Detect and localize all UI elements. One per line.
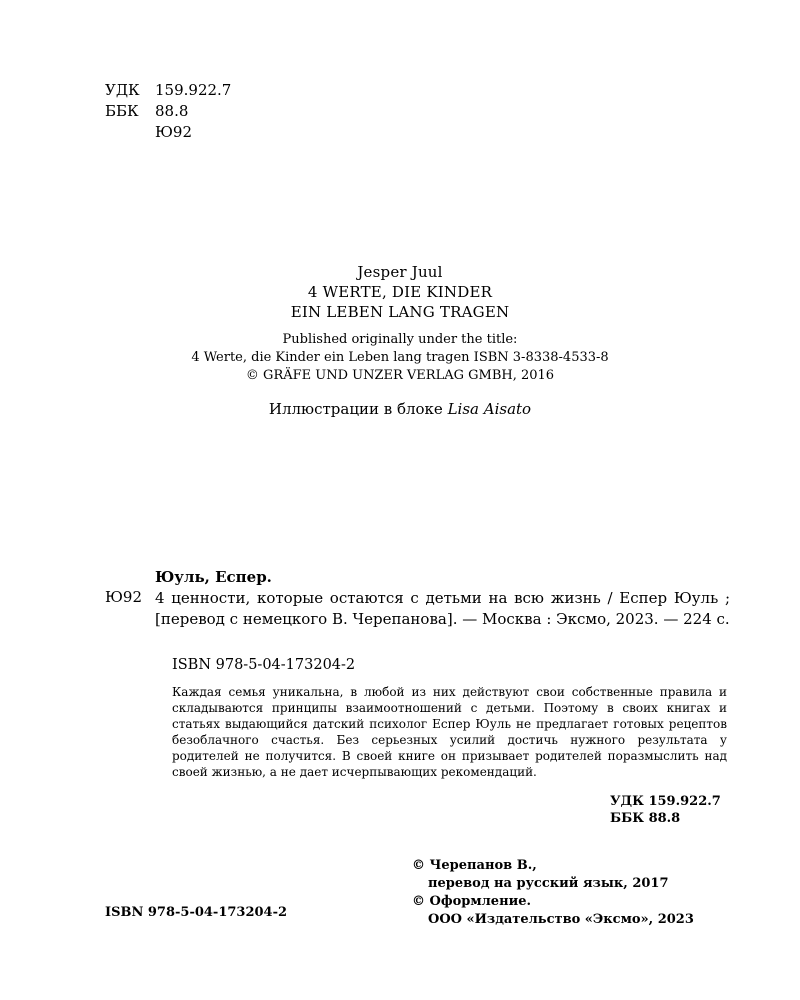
published-title: 4 Werte, die Kinder ein Leben lang tragen ISBN 3-8338-4533-8 — [191, 350, 609, 365]
author-mark: Ю92 — [155, 123, 192, 141]
original-copyright: © GRÄFE UND UNZER VERLAG GMBH, 2016 — [245, 368, 555, 383]
design-copyright-detail: ООО «Издательство «Эксмо», 2023 — [428, 912, 694, 927]
catalog-classification — [610, 793, 721, 827]
publication-info — [0, 331, 800, 385]
design-copyright: © Оформление. — [412, 894, 532, 909]
catalog-isbn: ISBN 978-5-04-173204-2 — [172, 657, 356, 673]
original-title-line1: 4 WERTE, DIE KINDER — [307, 283, 493, 301]
catalog-author-mark: Ю92 — [105, 588, 142, 606]
copyright-notices — [412, 857, 694, 929]
bbk-label: ББК — [105, 102, 139, 120]
original-author: Jesper Juul — [357, 263, 443, 281]
catalog-author-heading: Юуль, Еспер. — [155, 568, 272, 586]
original-title-line2: EIN LEBEN LANG TRAGEN — [290, 303, 510, 321]
footer-isbn: ISBN 978-5-04-173204-2 — [105, 905, 288, 920]
translation-copyright: © Черепанов В., — [412, 858, 537, 873]
bbk-value: 88.8 — [155, 102, 189, 120]
illustrator-name: Lisa Aisato — [447, 400, 532, 418]
udk-value: 159.922.7 — [155, 81, 232, 99]
original-title-block — [0, 262, 800, 322]
classification-codes — [105, 80, 231, 143]
published-note: Published originally under the title: — [282, 332, 518, 347]
catalog-entry: 4 ценности, которые остаются с детьми на всю жизнь / Еспер Юуль ; [перевод с немецкого В. Черепанова]. — Москва : Эксмо, 2023. — 224 с. — [155, 589, 730, 628]
catalog-bbk: ББК 88.8 — [610, 811, 681, 826]
udk-label: УДК — [105, 81, 140, 99]
annotation: Каждая семья уникальна, в любой из них действуют свои собственные правила и складываются принципы взаимоотношений с детьми. Поэтому в своих книгах и статьях выдающийся датский психолог Еспер Юуль не предлагает готовых рецептов безоблачного счастья. Без серьезных усилий достичь нужного результата у родителей не получится. В своей книге он призывает родителей поразмыслить над своей жизнью, а не дает исчерпывающих рекомендаций. — [172, 685, 727, 779]
illustrations-credit — [0, 400, 800, 418]
illustrations-label: Иллюстрации в блоке — [268, 400, 443, 418]
catalog-udk: УДК 159.922.7 — [610, 794, 721, 809]
translation-copyright-detail: перевод на русский язык, 2017 — [428, 876, 669, 891]
